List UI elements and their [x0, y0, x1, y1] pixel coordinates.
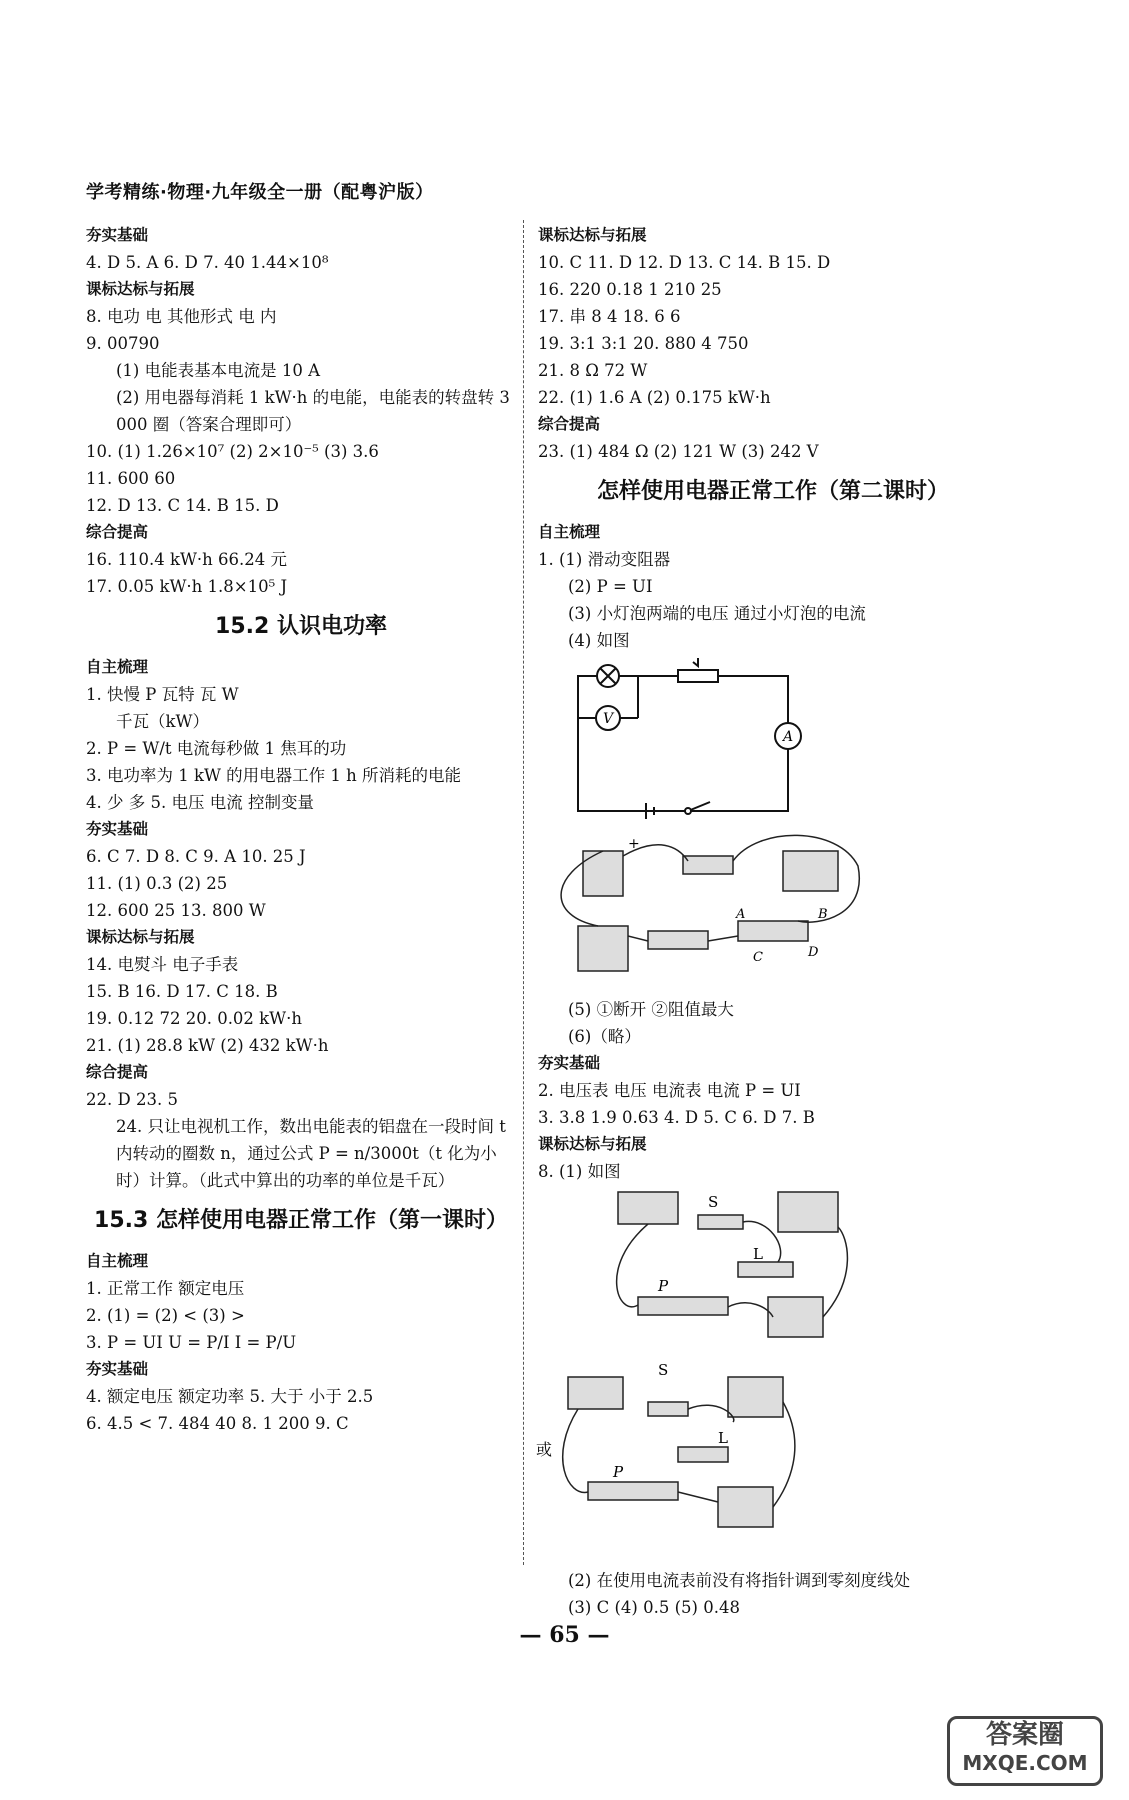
answer-line: 9. 00790: [86, 334, 160, 353]
answer-line: 17. 0.05 kW·h 1.8×10⁵ J: [86, 577, 288, 596]
answer-line: (3) 小灯泡两端的电压 通过小灯泡的电流: [568, 604, 866, 623]
rheostat-a-label: A: [736, 907, 746, 922]
answer-line: 21. 8 Ω 72 W: [538, 361, 648, 380]
answer-line: 17. 串 8 4 18. 6 6: [538, 307, 681, 326]
battery-plus-label: +: [628, 836, 640, 852]
answer-line: 22. (1) 1.6 A (2) 0.175 kW·h: [538, 388, 771, 407]
answer-line: 14. 电熨斗 电子手表: [86, 955, 239, 974]
slider-p-label-2: P: [613, 1463, 624, 1481]
answer-line: (5) ①断开 ②阻值最大: [568, 1000, 734, 1019]
switch-s-label-2: S: [658, 1361, 669, 1379]
left-column: [86, 222, 516, 1437]
answer-line: (1) 电能表基本电流是 10 A: [116, 361, 321, 380]
answer-line: 21. (1) 28.8 kW (2) 432 kW·h: [86, 1036, 329, 1055]
figure-wiring: [538, 1187, 1008, 1565]
answer-line: 4. D 5. A 6. D 7. 40 1.44×10⁸: [86, 253, 329, 272]
voltmeter-label: V: [603, 711, 614, 727]
answer-line: 10. C 11. D 12. D 13. C 14. B 15. D: [538, 253, 831, 272]
section-heading: 夯实基础: [86, 820, 149, 838]
section-heading: 课标达标与拓展: [538, 1135, 647, 1153]
answer-line: 8. (1) 如图: [538, 1162, 621, 1181]
section-heading: 夯实基础: [86, 1360, 149, 1378]
answer-line: 3. 电功率为 1 kW 的用电器工作 1 h 所消耗的电能: [86, 766, 462, 785]
rheostat-c-label: C: [753, 950, 763, 965]
lesson-title: 15.2 认识电功率: [215, 614, 387, 639]
answer-line: 2. (1) = (2) < (3) >: [86, 1306, 245, 1325]
answer-line: 1. (1) 滑动变阻器: [538, 550, 671, 569]
answer-line: 24. 只让电视机工作，数出电能表的铝盘在一段时间 t 内转动的圈数 n，通过公式 P = n/3000t（t 化为小时）计算。（此式中算出的功率的单位是千瓦）: [116, 1117, 506, 1190]
slider-p-label: P: [658, 1277, 669, 1295]
answer-line: 4. 额定电压 额定功率 5. 大于 小于 2.5: [86, 1387, 374, 1406]
answer-line: 6. 4.5 < 7. 484 40 8. 1 200 9. C: [86, 1414, 349, 1433]
answer-line: 2. 电压表 电压 电流表 电流 P = UI: [538, 1081, 801, 1100]
answer-line: 12. D 13. C 14. B 15. D: [86, 496, 279, 515]
answer-line: 16. 220 0.18 1 210 25: [538, 280, 722, 299]
answer-line: (3) C (4) 0.5 (5) 0.48: [568, 1598, 740, 1617]
running-header: 学考精练·物理·九年级全一册（配粤沪版）: [86, 182, 434, 203]
answer-line: 19. 3:1 3:1 20. 880 4 750: [538, 334, 749, 353]
answer-line: 11. (1) 0.3 (2) 25: [86, 874, 228, 893]
answer-line: (2) 在使用电流表前没有将指针调到零刻度线处: [568, 1571, 911, 1590]
section-heading: 夯实基础: [538, 1054, 601, 1072]
answer-line: (4) 如图: [568, 631, 630, 650]
right-column: [538, 222, 1008, 1621]
page-number: — 65 —: [519, 1622, 610, 1648]
circuit-figure: [538, 656, 868, 986]
answer-line: 3. P = UI U = P/I I = P/U: [86, 1333, 297, 1352]
section-heading: 课标达标与拓展: [538, 226, 647, 244]
answer-line: 1. 正常工作 额定电压: [86, 1279, 245, 1298]
section-heading: 夯实基础: [86, 226, 149, 244]
answer-line: (2) 用电器每消耗 1 kW·h 的电能，电能表的转盘转 3 000 圈（答案合理即可）: [116, 388, 510, 434]
section-heading: 自主梳理: [86, 658, 149, 676]
lamp-l-label: L: [753, 1245, 763, 1263]
section-heading: 综合提高: [86, 1063, 149, 1081]
answer-line: 千瓦（kW）: [116, 712, 209, 731]
section-heading: 课标达标与拓展: [86, 280, 195, 298]
or-label: 或: [536, 1440, 553, 1459]
wiring-figure: [538, 1187, 938, 1557]
answer-line: 22. D 23. 5: [86, 1090, 178, 1109]
answer-line: 3. 3.8 1.9 0.63 4. D 5. C 6. D 7. B: [538, 1108, 815, 1127]
answer-line: 2. P = W/t 电流每秒做 1 焦耳的功: [86, 739, 347, 758]
answer-line: 11. 600 60: [86, 469, 176, 488]
watermark-text: 答案圈: [985, 1720, 1064, 1750]
lesson-title: 怎样使用电器正常工作（第二课时）: [596, 479, 949, 504]
answer-line: (6)（略）: [568, 1027, 641, 1046]
switch-s-label: S: [708, 1193, 719, 1211]
watermark-logo: [947, 1716, 1103, 1786]
answer-line: 10. (1) 1.26×10⁷ (2) 2×10⁻⁵ (3) 3.6: [86, 442, 379, 461]
answer-line: 19. 0.12 72 20. 0.02 kW·h: [86, 1009, 303, 1028]
answer-line: (2) P = UI: [568, 577, 653, 596]
ammeter-label: A: [783, 729, 794, 745]
answer-line: 16. 110.4 kW·h 66.24 元: [86, 550, 288, 569]
answer-line: 8. 电功 电 其他形式 电 内: [86, 307, 277, 326]
section-heading: 自主梳理: [538, 523, 601, 541]
answer-line: 23. (1) 484 Ω (2) 121 W (3) 242 V: [538, 442, 819, 461]
answer-line: 6. C 7. D 8. C 9. A 10. 25 J: [86, 847, 306, 866]
figure-circuit: [538, 656, 1008, 994]
lesson-title: 15.3 怎样使用电器正常工作（第一课时）: [94, 1208, 508, 1233]
section-heading: 课标达标与拓展: [86, 928, 195, 946]
watermark-url: MXQE.COM: [962, 1751, 1088, 1775]
answer-line: 1. 快慢 P 瓦特 瓦 W: [86, 685, 239, 704]
rheostat-b-label: B: [818, 907, 828, 922]
rheostat-d-label: D: [808, 945, 819, 960]
column-divider: [523, 220, 524, 1565]
answer-line: 15. B 16. D 17. C 18. B: [86, 982, 278, 1001]
answer-line: 4. 少 多 5. 电压 电流 控制变量: [86, 793, 314, 812]
section-heading: 综合提高: [86, 523, 149, 541]
section-heading: 综合提高: [538, 415, 601, 433]
lamp-l-label-2: L: [718, 1429, 728, 1447]
answer-line: 12. 600 25 13. 800 W: [86, 901, 266, 920]
section-heading: 自主梳理: [86, 1252, 149, 1270]
